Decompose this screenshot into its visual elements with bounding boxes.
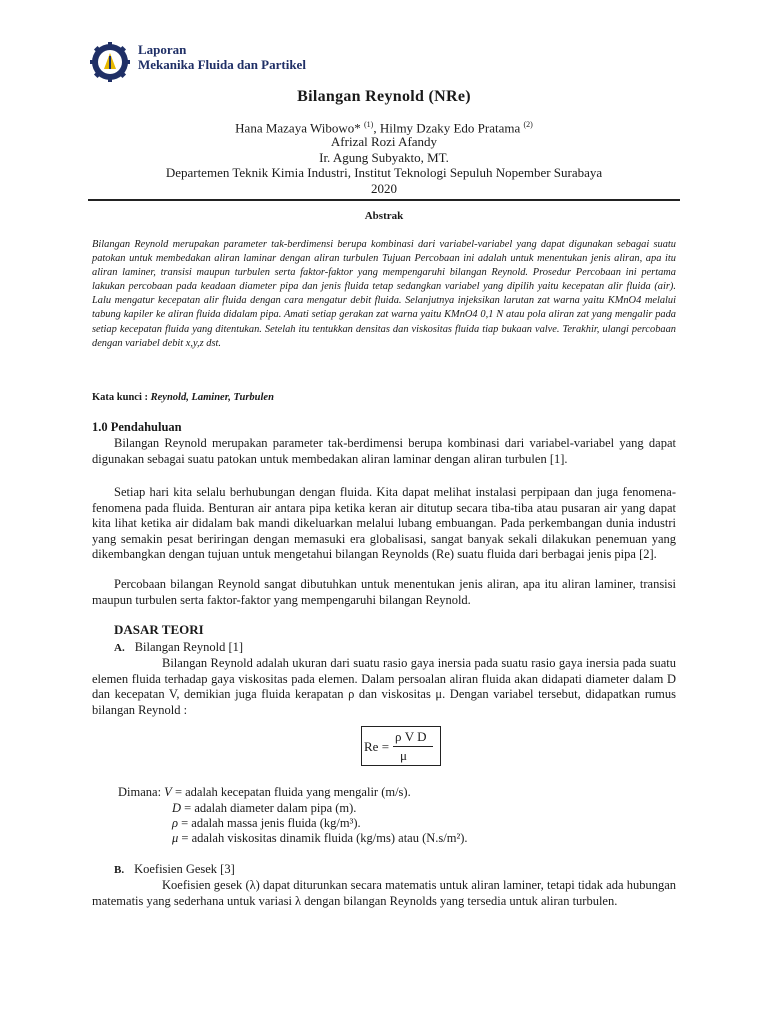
formula-lhs: Re = <box>364 739 390 754</box>
author-3: Afrizal Rozi Afandy <box>330 134 438 149</box>
header-line-1: Laporan <box>138 42 187 57</box>
formula-numerator: ρ V D <box>395 729 427 744</box>
author-1-affil: (1) <box>364 120 374 129</box>
section-heading-pendahuluan: 1.0 Pendahuluan <box>92 420 182 434</box>
its-logo-icon <box>90 42 130 82</box>
affiliation: Departemen Teknik Kimia Industri, Institut Teknologi Sepuluh Nopember Surabaya <box>165 165 603 180</box>
intro-paragraph-2: Setiap hari kita selalu berhubungan dengan fluida. Kita dapat melihat instalasi perpipaan dan juga fenomena-fenomena pada fluida. Benturan air antara pipa ketika keran air ditutup secara tiba-tiba atau pusaran air yang dapat kita lihat ketika air didalam bak mandi dikeluarkan melalui lubang embuangan. Pada perkembangan dunia industri yang semakin pesat beriringan dengan memasuki era globalisasi, sangat banyak sekali dilakukan penemuan yang dikembangkan dengan tujuan untuk mengetahui bilangan Reynolds (Re) suatu fluida dari berbagai jenis pipa [2]. <box>92 485 676 561</box>
top-divider <box>88 199 680 201</box>
author-2-affil: (2) <box>523 120 533 129</box>
def-symbol: μ <box>172 831 179 845</box>
keywords <box>92 392 274 403</box>
def-text: = adalah kecepatan fluida yang mengalir (m/s). <box>174 785 411 799</box>
header-line-2: Mekanika Fluida dan Partikel <box>138 57 306 72</box>
subsection-b <box>114 862 235 877</box>
year: 2020 <box>371 181 397 196</box>
author-2: , Hilmy Dzaky Edo Pratama <box>373 120 521 136</box>
intro-paragraph-3: Percobaan bilangan Reynold sangat dibutuhkan untuk menentukan jenis aliran, apa itu aliran laminer, transisi maupun turbulen serta faktor-faktor yang mempengaruhi bilangan Reynold. <box>92 577 676 607</box>
variable-def-mu <box>172 831 468 846</box>
author-1: Hana Mazaya Wibowo* <box>235 120 361 136</box>
subsection-b-title: Koefisien Gesek [3] <box>134 862 235 876</box>
reynold-formula <box>361 726 441 766</box>
variable-def-d <box>172 801 356 816</box>
def-symbol: D <box>172 801 182 815</box>
reynold-definition: Bilangan Reynold adalah ukuran dari suatu rasio gaya inersia pada suatu rasio gaya inersia pada suatu elemen fluida terhadap gaya viskositas pada elemen. Dalam persoalan aliran fluida akan didapati diameter dalam D dan kecepatan V, demikian juga fluida kerapatan ρ dan viskositas μ. Dengan variabel tersebut, didapatkan rumus bilangan Reynold : <box>92 656 676 717</box>
def-symbol: ρ <box>172 816 178 830</box>
paper-title: Bilangan Reynold (NRe) <box>297 88 471 105</box>
intro-paragraph-1: Bilangan Reynold merupakan parameter tak-berdimensi berupa kombinasi dari variabel-variabel yang dapat digunakan sebagai suatu patokan untuk membedakan aliran laminar dengan aliran turbulen [1]. <box>92 436 676 466</box>
subsection-b-label: B. <box>114 864 125 876</box>
def-text: = adalah diameter dalam pipa (m). <box>184 801 357 815</box>
fraction-bar <box>393 746 433 747</box>
formula-denominator: μ <box>400 748 407 763</box>
variable-def-v <box>118 785 411 800</box>
abstract-text: Bilangan Reynold merupakan parameter tak-berdimensi berupa kombinasi dari variabel-variabel yang dapat digunakan sebagai suatu patokan untuk membedakan aliran laminar dengan aliran turbulen Tujuan Percobaan ini adalah untuk menentukan jenis aliran, apa itu aliran laminer, transisi maupun turbulen serta faktor-faktor yang mempengaruhi bilangan Reynold. Prosedur Percobaan ini pertama lakukan percobaan pada keadaan diameter pipa dan jenis fluida tetap sedangkan variabel yang dipilih yaitu kecepatan alir fluida (air). Lalu mengatur kecepatan alir fluida dengan cara mengatur debit fluida. Selanjutnya injeksikan larutan zat warna yaitu KMnO4 melalui tabung kapiler ke aliran fluida didalam pipa. Amati setiap gerakan zat warna yaitu KMnO4 0,1 N atau pola aliran zat yang mengalir pada setiap kecepatan fluida yang ditentukan. Setelah itu tentukkan densitas dan viskositas fluida tiap bukaan valve. Terakhir, ulangi percobaan dengan variabel debit x,y,z dst. <box>92 239 676 349</box>
abstract-heading: Abstrak <box>364 210 404 222</box>
dimana-label: Dimana: <box>118 785 162 799</box>
friction-coefficient-text: Koefisien gesek (λ) dapat diturunkan secara matematis untuk aliran laminer, tetapi tidak ada hubungan matematis yang sederhana untuk variasi λ dengan bilangan Reynolds yang tersedia untuk aliran turbulen. <box>92 878 676 908</box>
subsection-a-title: Bilangan Reynold [1] <box>134 640 244 654</box>
variable-def-rho <box>172 816 361 831</box>
def-text: = adalah viskositas dinamik fluida (kg/ms) atau (N.s/m²). <box>181 831 468 845</box>
subsection-a-label: A. <box>114 642 125 654</box>
supervisor: Ir. Agung Subyakto, MT. <box>319 150 449 165</box>
keywords-value: Reynold, Laminer, Turbulen <box>150 392 274 403</box>
section-heading-dasar-teori: DASAR TEORI <box>114 622 204 637</box>
def-text: = adalah massa jenis fluida (kg/m³). <box>181 816 361 830</box>
def-symbol: V <box>164 785 172 799</box>
report-header <box>138 42 306 72</box>
subsection-a <box>114 640 243 655</box>
keywords-label: Kata kunci : <box>92 392 149 403</box>
